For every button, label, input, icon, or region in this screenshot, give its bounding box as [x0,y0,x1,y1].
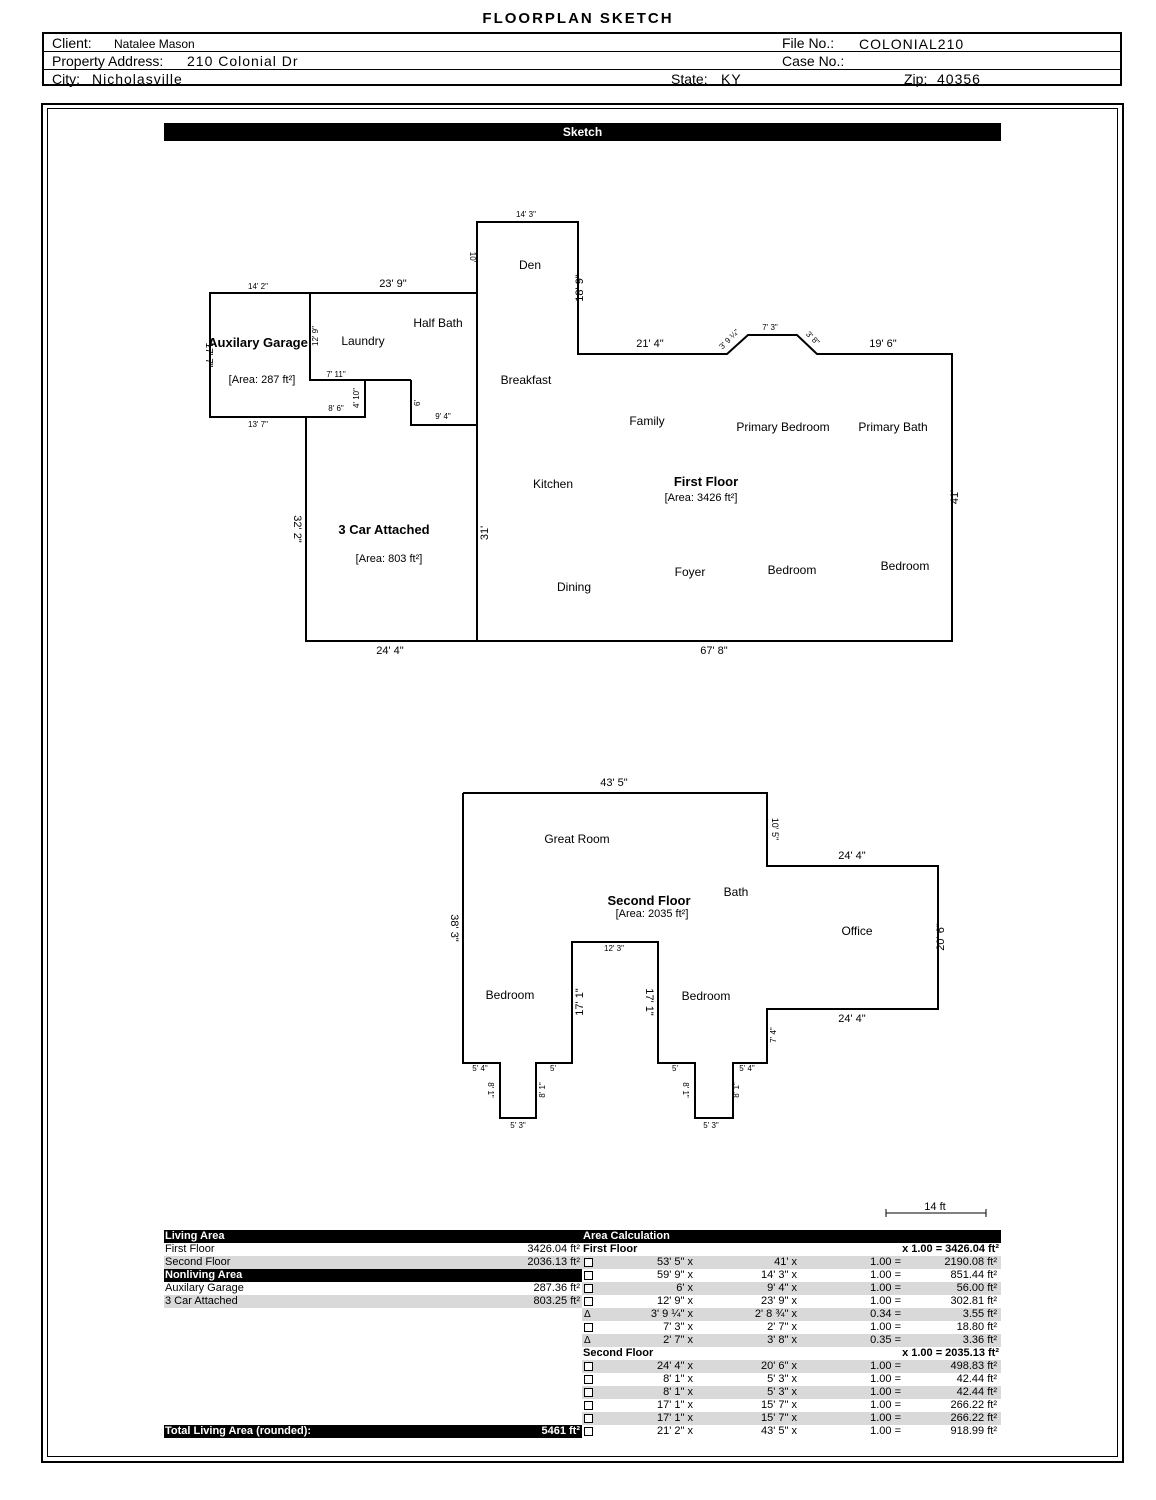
room-label: Bedroom [485,988,535,1002]
dimension-label: 5' [672,1064,678,1073]
dimension-label: 67' 8" [700,645,728,657]
city-label: City: [52,71,80,87]
aux-garage-outline [210,293,310,417]
room-label: Laundry [341,334,385,348]
rectangle-icon [584,1427,593,1436]
second-floor-outline [463,793,938,1118]
summary-row: 3 Car Attached 803.25 ft² [165,1295,580,1307]
calc-row: Δ 2' 7" x 3' 8" x 0.35 = 3.36 ft² [582,1334,1001,1347]
city-value: Nicholasville [92,71,183,87]
dimension-label: 17' 1" [574,988,586,1016]
dimension-label: 32' 2" [291,515,303,543]
dimension-label: 5' 3" [510,1121,526,1130]
dimension-label: 14' 2" [248,282,268,291]
rectangle-icon [584,1323,593,1332]
dimension-label: 23' 9" [379,278,407,290]
dimension-label: 7' 3" [762,323,778,332]
rectangle-icon [584,1388,593,1397]
summary-row: Auxilary Garage 287.36 ft² [165,1282,580,1294]
area-value: [Area: 3426 ft²] [664,492,738,504]
page-title: FLOORPLAN SKETCH [482,10,674,27]
state-value: KY [721,71,742,87]
dimension-label: 24' 4" [838,1013,866,1025]
rectangle-icon [584,1375,593,1384]
dimension-label: 12' 9" [311,326,320,346]
state-label: State: [671,71,708,87]
room-label: Half Bath [413,316,463,330]
summary-row: Second Floor 2036.13 ft² [165,1256,580,1268]
rectangle-icon [584,1271,593,1280]
triangle-icon: Δ [584,1309,591,1320]
rectangle-icon [584,1414,593,1423]
sketch-bar: Sketch [164,123,1001,141]
case-label: Case No.: [782,53,845,69]
dimension-label: 19' 6" [869,338,897,350]
room-label: Den [518,258,542,272]
calc-row: 7' 3" x 2' 7" x 1.00 = 18.80 ft² [582,1321,1001,1334]
room-label: Primary Bath [858,420,928,434]
room-label: Office [841,924,873,938]
rectangle-icon [584,1297,593,1306]
area-value: [Area: 803 ft²] [355,553,423,565]
calc-row: 12' 9" x 23' 9" x 1.00 = 302.81 ft² [582,1295,1001,1308]
dimension-label: 8' 1" [732,1082,741,1098]
dimension-label: 24' 4" [376,645,404,657]
area-name: 3 Car Attached [338,522,430,537]
total-living-area: Total Living Area (rounded): 5461 ft² [165,1425,580,1437]
dimension-label: 18' 9" [574,274,586,302]
room-label: Bath [723,885,749,899]
calc-row: 8' 1" x 5' 3" x 1.00 = 42.44 ft² [582,1386,1001,1399]
triangle-icon: Δ [584,1335,591,1346]
dimension-label: 43' 5" [600,777,628,789]
scale-label: 14 ft [924,1201,946,1213]
summary-row: First Floor 3426.04 ft² [165,1243,580,1255]
dimension-label: 7' 4" [769,1027,778,1043]
area-value: [Area: 2035 ft²] [615,908,689,920]
living-area-header: Living Area [164,1230,582,1243]
rectangle-icon [584,1258,593,1267]
calc-row: Δ 3' 9 ¼" x 2' 8 ¾" x 0.34 = 3.55 ft² [582,1308,1001,1321]
dimension-label: 5' 3" [703,1121,719,1130]
dimension-label: 5' [550,1064,556,1073]
room-label: Foyer [674,565,706,579]
address-value: 210 Colonial Dr [187,53,299,69]
calc-row: 24' 4" x 20' 6" x 1.00 = 498.83 ft² [582,1360,1001,1373]
dimension-label: 4' 10" [352,388,361,408]
calc-row: 17' 1" x 15' 7" x 1.00 = 266.22 ft² [582,1399,1001,1412]
rectangle-icon [584,1362,593,1371]
rectangle-icon [584,1284,593,1293]
dimension-label: 10' 5" [770,817,780,841]
dimension-label: 21' 4" [636,338,664,350]
calc-section-header: Second Floor x 1.00 = 2035.13 ft² [583,1347,999,1359]
calc-row: 8' 1" x 5' 3" x 1.00 = 42.44 ft² [582,1373,1001,1386]
dimension-label: 9' 4" [435,412,451,421]
calc-row: 53' 5" x 41' x 1.00 = 2190.08 ft² [582,1256,1001,1269]
room-label: Bedroom [681,989,731,1003]
dimension-label: 17' 7" [203,342,214,368]
area-name: Second Floor [607,893,691,908]
area-calc-header: Area Calculation [582,1230,1001,1243]
rectangle-icon [584,1401,593,1410]
room-label: Bedroom [767,563,817,577]
dimension-label: 6' [413,400,422,406]
dimension-label: 8' 1" [486,1082,495,1098]
zip-value: 40356 [937,71,981,87]
address-label: Property Address: [52,53,164,69]
dimension-label: 10' [468,251,477,263]
file-label: File No.: [782,35,835,51]
room-label: Kitchen [532,477,574,491]
room-label: Family [629,414,665,428]
calc-row: 21' 2" x 43' 5" x 1.00 = 918.99 ft² [582,1425,1001,1438]
dimension-label: 24' 4" [838,850,866,862]
calc-row: 17' 1" x 15' 7" x 1.00 = 266.22 ft² [582,1412,1001,1425]
file-value: COLONIAL210 [859,36,965,52]
dimension-label: 3' 8" [804,329,822,347]
area-name: Auxilary Garage [208,335,308,350]
area-name: First Floor [673,474,739,489]
room-label: Primary Bedroom [736,420,830,434]
dimension-label: 8' 6" [328,404,344,413]
calc-row: 59' 9" x 14' 3" x 1.00 = 851.44 ft² [582,1269,1001,1282]
room-label: Bedroom [880,559,930,573]
room-label: Breakfast [500,373,552,387]
calc-row: 6' x 9' 4" x 1.00 = 56.00 ft² [582,1282,1001,1295]
dimension-label: 41' [949,489,961,505]
client-label: Client: [52,35,92,51]
client-value: Natalee Mason [114,37,195,51]
dimension-label: 7' 11" [326,370,346,379]
dimension-label: 31' [479,525,491,541]
dimension-label: 20' 6" [935,923,947,951]
area-value: [Area: 287 ft²] [228,374,296,386]
room-label: Dining [556,580,592,594]
nonliving-area-header: Nonliving Area [164,1269,582,1282]
dimension-label: 8' 1" [538,1082,547,1098]
room-label: Great Room [544,832,610,846]
dimension-label: 5' 4" [739,1064,755,1073]
dimension-label: 12' 3" [604,944,624,953]
dimension-label: 5' 4" [472,1064,488,1073]
calc-section-header: First Floor x 1.00 = 3426.04 ft² [583,1243,999,1255]
zip-label: Zip: [904,71,928,87]
dimension-label: 17' 1" [643,988,655,1016]
dimension-label: 13' 7" [248,420,268,429]
dimension-label: 8' 1" [681,1082,690,1098]
dimension-label: 38' 3" [448,914,460,942]
dimension-label: 14' 3" [516,210,536,219]
dimension-label: 3' 9 ¼" [717,327,742,352]
